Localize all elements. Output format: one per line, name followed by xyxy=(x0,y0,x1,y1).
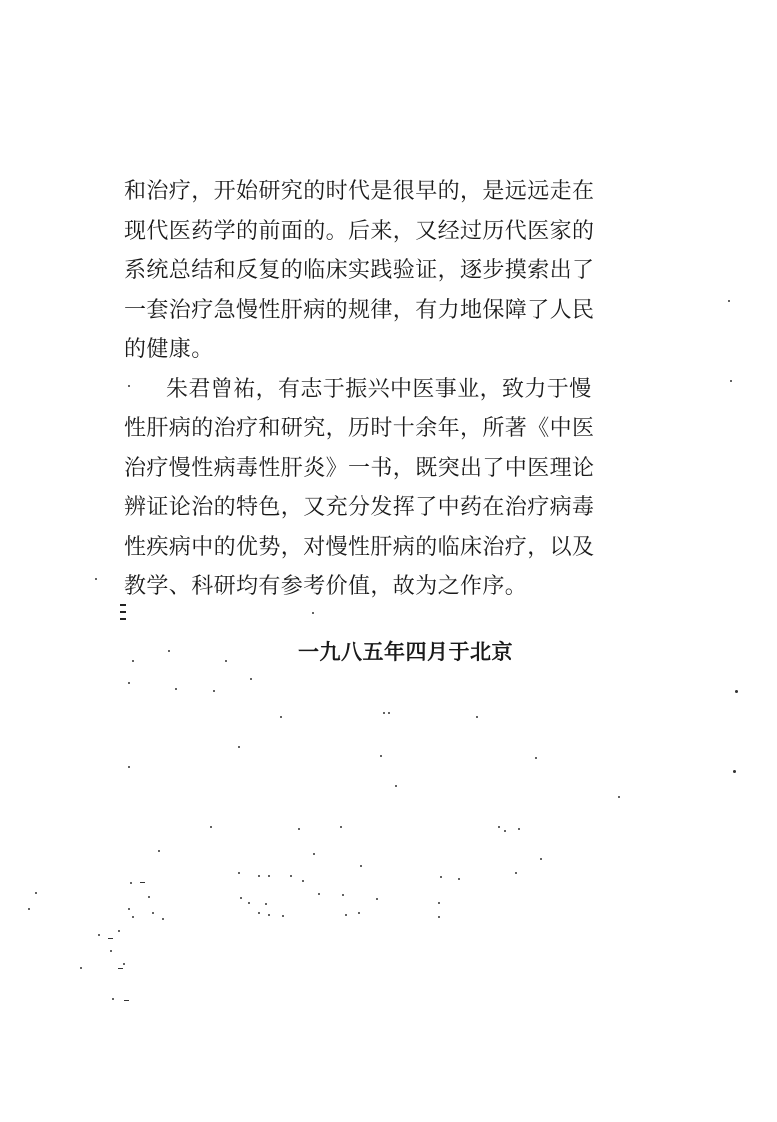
text-line: 辨证论治的特色，又充分发挥了中药在治疗病毒 xyxy=(124,495,595,520)
text-line: 治疗慢性病毒性肝炎》一书，既突出了中医理论 xyxy=(124,455,595,481)
text-line: 现代医药学的前面的。后来，又经过历代医家的 xyxy=(124,218,595,244)
text-line: 系统总结和反复的临床实践验证，逐步摸索出了 xyxy=(124,258,595,283)
margin-mark xyxy=(120,604,127,624)
date-signature: 一九八五年四月于北京 xyxy=(298,639,513,664)
paragraph-1 xyxy=(124,172,595,370)
text-line: 教学、科研均有参考价值，故为之作序。 xyxy=(124,574,528,599)
text-line: 性疾病中的优势，对慢性肝病的临床治疗，以及 xyxy=(124,534,595,560)
text-line: 性肝病的治疗和研究，历时十余年，所著《中医 xyxy=(124,416,595,441)
text-line: 一套治疗急慢性肝病的规律，有力地保障了人民 xyxy=(124,297,595,323)
text-line: 和治疗，开始研究的时代是很早的，是远远走在 xyxy=(124,179,595,204)
text-line: 朱君曾祐，有志于振兴中医事业，致力于慢 xyxy=(166,376,592,402)
text-line: 的健康。 xyxy=(124,337,214,362)
preface-text xyxy=(124,172,595,607)
paragraph-2 xyxy=(124,370,595,607)
